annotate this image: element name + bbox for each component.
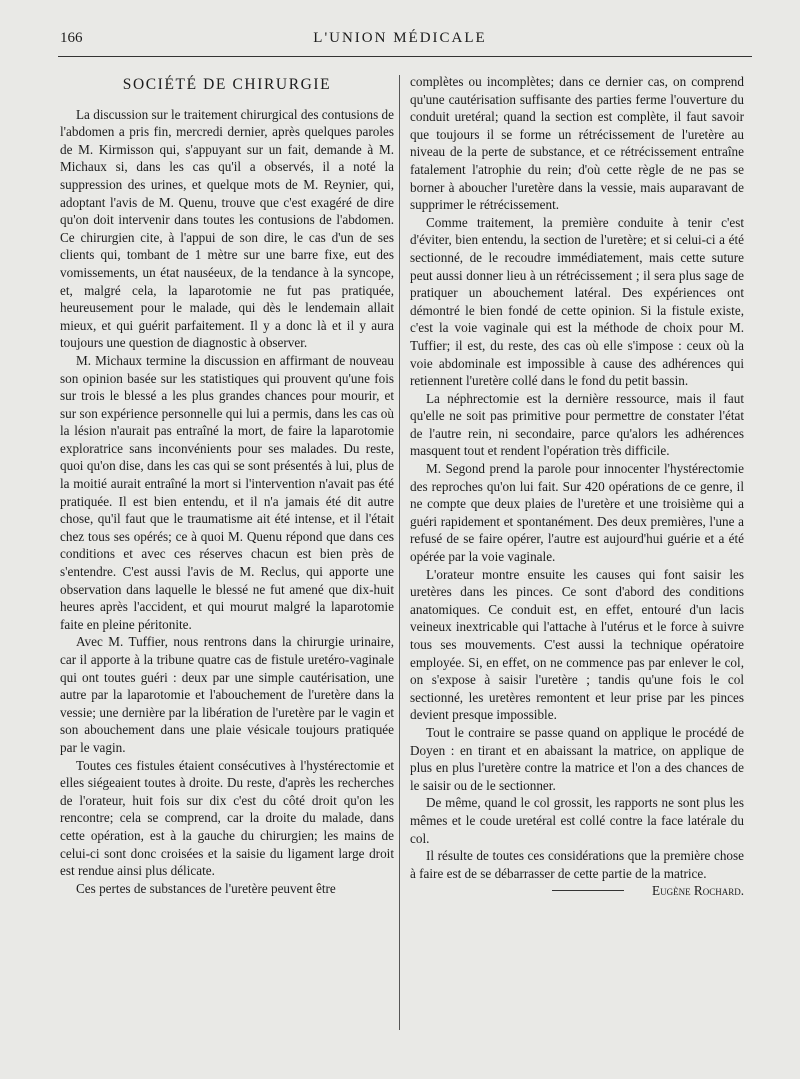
- article-paragraph: Tout le contraire se passe quand on applique le procédé de Doyen : en tirant et en abaissant la matrice, on applique de plus en plus l'uretère contre la matrice et l'on a des chances de le saisir ou de le sectionner.: [410, 724, 744, 793]
- author-signature: Eugène Rochard.: [652, 883, 744, 899]
- article-paragraph: M. Segond prend la parole pour innocenter l'hystérectomie des reproches qu'on lui fait. Sur 420 opérations de ce genre, il ne compte que deux plaies de l'uretère et une troisième qui a guéri rapidement et spontanément. Des deux premières, l'une a refusé de se faire opérer, l'autre est aujourd'hui guérie et a été opérée par la voie vaginale.: [410, 461, 744, 565]
- left-column: [60, 72, 394, 897]
- article-paragraph: De même, quand le col grossit, les rapports ne sont plus les mêmes et le coude uretéral est collé contre la face latérale du col.: [410, 795, 744, 846]
- article-paragraph: L'orateur montre ensuite les causes qui font saisir les uretères dans les pinces. Ce sont d'abord des conditions anatomiques. Ce conduit est, en effet, entouré d'un lacis veineux inextricable qui l'attache à l'utérus et le force à suivre tous ses mouvements. C'est aussi la technique opératoire employée. Si, en effet, on ne commence pas par enlever le col, on s'expose à saisir l'uretère ; tandis qu'une fois le col sectionné, les uretères remontent et leur prise par les pinces devient presque impossible.: [410, 566, 744, 723]
- article-paragraph: M. Michaux termine la discussion en affirmant de nouveau son opinion basée sur les statistiques qui prouvent qu'une fois sur trois le blessé a les plus grandes chances pour mourir, et sur son expérience personnelle qui lui a permis, dans les cas où la lésion n'aurait pas entraîné la mort, de faire la laparotomie exploratrice sans inconvénients pour ses malades. Du reste, quoi qu'on dise, dans les cas qui se sont présentés à lui, plus de la moitié aurait entraîné la mort si l'intervention n'avait pas été pratiquée. Il est bien entendu, et il n'a jamais été dit autre chose, qu'il faut que le traumatisme ait été intense, et il l'était chez tous ses opérés; ce à quoi M. Quenu répond que dans ces conditions et avec ces réserves chacun est bien près de s'entendre. C'est aussi l'avis de M. Reclus, qui apporte une observation dans laquelle le blessé ne fut amené que dix-huit heures après l'accident, et qui mourut malgré la laparotomie faite en pleine péritonite.: [60, 352, 394, 632]
- column-divider: [399, 75, 400, 1030]
- closing-paragraph: [410, 847, 744, 899]
- page-header: [0, 26, 800, 50]
- page-number: 166: [60, 30, 83, 46]
- section-title: SOCIÉTÉ DE CHIRURGIE: [122, 76, 332, 93]
- article-paragraph: La néphrectomie est la dernière ressource, mais il faut qu'elle ne soit pas primitive pour permettre de constater l'état de l'autre rein, ni secondaire, parce qu'alors les adhérences masquent tout et rendent l'opération très difficile.: [410, 390, 744, 459]
- article-paragraph: Ces pertes de substances de l'uretère peuvent être: [76, 880, 336, 896]
- header-rule: [58, 56, 752, 57]
- end-rule: [552, 890, 624, 891]
- closing-text: Il résulte de toutes ces considérations que la première chose à faire est de se débarrasser de cette partie de la matrice.: [410, 848, 744, 881]
- article-paragraph: Comme traitement, la première conduite à tenir c'est d'éviter, bien entendu, la section de l'uretère; et si celui-ci a été sectionné, de le recoudre immédiatement, mais cette suture peut aussi donner lieu à un rétrécissement ; il sera plus sage de pratiquer un abouchement latéral. Des expériences ont démontré le bien fondé de cette opinion. Si la fistule existe, c'est la voie vaginale qui est la méthode de choix pour M. Tuffier; il est, du reste, des cas où elle s'impose : ceux où la voie abdominale est impossible à cause des adhérences qui retiennent l'uretère collé dans le fond du petit bassin.: [410, 214, 744, 389]
- article-paragraph: Toutes ces fistules étaient consécutives à l'hystérectomie et elles siégeaient toutes à droite. Du reste, d'après les recherches de l'orateur, huit fois sur dix c'est du côté droit qu'on les rencontre; cela se comprend, car la droite du malade, dans cette opération, est à la gauche du chirurgien; les mains de celui-ci sont donc croisées et la saisie du ligament large droit est rendue ainsi plus délicate.: [60, 757, 394, 879]
- article-paragraph: complètes ou incomplètes; dans ce dernier cas, on comprend qu'une cautérisation suffisante des parties ferme l'ouverture du conduit uretéral; quand la section est complète, il faut savoir que toujours il se forme un rétrécissement de l'uretère au niveau de la perte de substance, et ce rétrécissement entraîne fatalement l'atrophie du rein; d'où cette règle de ne pas se borner à aboucher l'uretère dans la vessie, mais auparavant de supprimer le rétrécissement.: [410, 74, 744, 213]
- right-column: [410, 73, 744, 900]
- running-head: L'UNION MÉDICALE: [313, 30, 487, 46]
- article-paragraph: La discussion sur le traitement chirurgical des contusions de l'abdomen a pris fin, mercredi dernier, après quelques paroles de M. Kirmisson qui, s'appuyant sur un fait, demande à M. Michaux si, dans les cas qu'il a observés, il a noté la suppression des urines, et quelque mots de M. Reynier, qui, adoptant l'avis de M. Quenu, trouve que c'est exagéré de dire qu'on doit intervenir dans toutes les contusions de l'abdomen. Ce chirurgien cite, à l'appui de son dire, le cas d'un de ses clients qui, tombant de 1 mètre sur une barre fixe, eut des vomissements, un état nauséeux, de la tendance à la syncope, et, malgré cela, la laparotomie ne fut pas pratiquée, heureusement pour le malade, qui dès le lendemain allait mieux, et qui guérit parfaitement. Il y a donc là et il y aura toujours une question de diagnostic à observer.: [60, 106, 394, 351]
- article-paragraph: Avec M. Tuffier, nous rentrons dans la chirurgie urinaire, car il apporte à la tribune quatre cas de fistule uretéro-vaginale qui ont toutes guéri : deux par une simple cautérisation, une autre par la laparotomie et l'abouchement de l'uretère dans la vessie; une dernière par la libération de l'uretère par le vagin et son abouchement dans une plaie vésicale toujours pratiquée par le vagin.: [60, 634, 394, 755]
